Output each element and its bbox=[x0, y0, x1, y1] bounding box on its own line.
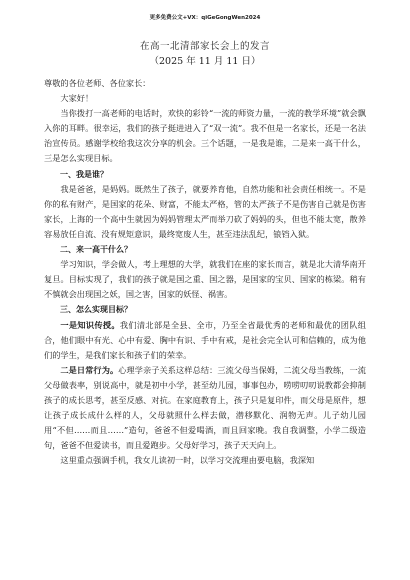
section-heading-3: 三、怎么实现目标？ bbox=[60, 305, 132, 315]
paragraph-purpose: 学习知识，学会做人，考上理想的大学，就我们在座的家长而言，就是北大清华南开复旦。目标实现了，我们的孩子就是国之重、国之器，是国家的宝贝、国家的栋梁。稍有不慎就会出现国之妖，国之害，国家的妖怪、祸害。 bbox=[44, 259, 366, 300]
section-heading-2: 二、来一高干什么？ bbox=[60, 245, 132, 255]
point-2-label: 二是日常行为。 bbox=[60, 364, 119, 375]
paragraph-phone: 这里重点强调手机，我女儿读初一时，以学习交流理由要电脑，我深知 bbox=[60, 455, 315, 466]
paragraph-intro: 当你拨打一高老师的电话时，欢快的彩铃“一流的师资力量，一流的教学环境”就会飘入你的耳畔。很幸运，我们的孩子挺进进入了“双一流”。我不但是一名家长，还是一名法治宣传员。感谢学校给我这次分享的机会。三个话题，一是我是谁，二是来一高干什么，三是怎么实现目标。 bbox=[44, 108, 366, 164]
section-heading-1: 一、我是谁？ bbox=[60, 169, 108, 179]
speech-date: （2025 年 11 月 11 日） bbox=[149, 56, 261, 67]
point-2-text: 心理学亲子关系这样总结：三流父母当保姆，二流父母当教练，一流父母做表率，别说高中，就是初中小学，甚至幼儿园，事事包办，唠唠叨叨说教都会抑制孩子的成长思考，甚至反感、对抗。在家庭教育上，孩子只是复印件，而父母是原件，想让孩子成长成什么样的人，父母就照什么样去做，潜移默化、润物无声。儿子幼儿园用“不但……而且……”造句，爸爸不但爱喝酒，而且回家晚。我自我调整，小学二级造句，爸爸不但爱读书，而且爱跑步。父母好学习，孩子天天向上。 bbox=[44, 364, 366, 451]
greeting: 尊敬的各位老师、各位家长： bbox=[44, 78, 151, 88]
hello-line: 大家好！ bbox=[60, 93, 94, 104]
speech-body bbox=[44, 76, 366, 468]
watermark-text: 更多免费公文+VX：qiGeGongWen2024 bbox=[149, 15, 261, 21]
paragraph-behavior bbox=[44, 363, 366, 454]
point-1-text: 我们清北部是全县、全市，乃至全省最优秀的老师和最优的团队组合，他们眼中有光、心中有爱、胸中有识、手中有戒，是社会完全认可和信赖的，成为他们的学生，是我们家长和孩子们的荣幸。 bbox=[44, 319, 366, 360]
point-1-label: 一是知识传授。 bbox=[60, 319, 120, 330]
paragraph-who: 我是爸爸，是妈妈。既然生了孩子，就要养育他，自然功能和社会责任相统一。不是你的私有财产，是国家的花朵、财富，不能太严格，管的太严孩子不是伤害自己就是伤害家长，上海的一个高中生就因为妈妈管理太严而举刀砍了妈妈的头，但也不能太宽，散养容易放任自流、没有规矩意识，最终宽废人生，甚至违法乱纪，锒铛入狱。 bbox=[44, 183, 366, 239]
page-title: 在高一北清部家长会上的发言 bbox=[139, 41, 270, 52]
paragraph-knowledge bbox=[44, 318, 366, 363]
